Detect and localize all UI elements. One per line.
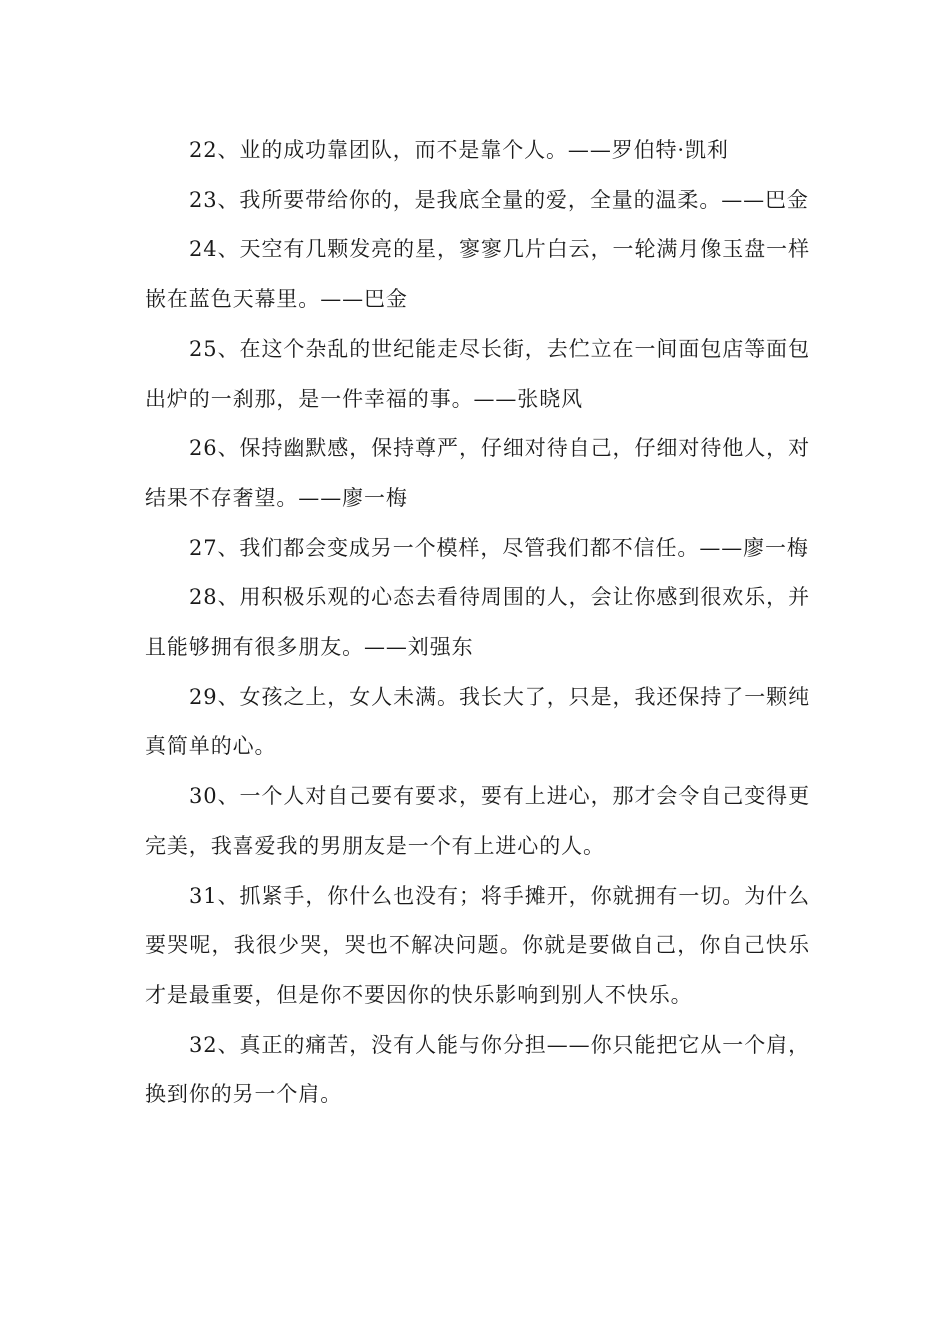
quote-29: 29、女孩之上，女人未满。我长大了，只是，我还保持了一颗纯真简单的心。 <box>145 684 810 759</box>
quote-22: 22、业的成功靠团队，而不是靠个人。——罗伯特·凯利 <box>189 138 729 162</box>
quote-28: 28、用积极乐观的心态去看待周围的人，会让你感到很欢乐，并且能够拥有很多朋友。——刘强东 <box>145 585 810 660</box>
quote-32: 32、真正的痛苦，没有人能与你分担——你只能把它从一个肩，换到你的另一个肩。 <box>145 1032 810 1107</box>
quote-27: 27、我们都会变成另一个模样，尽管我们都不信任。——廖一梅 <box>189 535 809 560</box>
quote-23: 23、我所要带给你的，是我底全量的爱，全量的温柔。——巴金 <box>189 187 809 212</box>
quote-25: 25、在这个杂乱的世纪能走尽长街，去伫立在一间面包店等面包出炉的一刹那，是一件幸福的事。——张晓风 <box>145 336 810 411</box>
quote-list <box>145 126 810 1120</box>
quote-26: 26、保持幽默感，保持尊严，仔细对待自己，仔细对待他人，对结果不存奢望。——廖一梅 <box>145 436 810 510</box>
quote-31: 31、抓紧手，你什么也没有；将手摊开，你就拥有一切。为什么要哭呢，我很少哭，哭也不解决问题。你就是要做自己，你自己快乐才是最重要，但是你不要因你的快乐影响到别人不快乐。 <box>145 883 810 1007</box>
quote-30: 30、一个人对自己要有要求，要有上进心，那才会令自己变得更完美，我喜爱我的男朋友是一个有上进心的人。 <box>145 784 810 858</box>
quote-24: 24、天空有几颗发亮的星，寥寥几片白云，一轮满月像玉盘一样嵌在蓝色天幕里。——巴金 <box>145 237 810 312</box>
